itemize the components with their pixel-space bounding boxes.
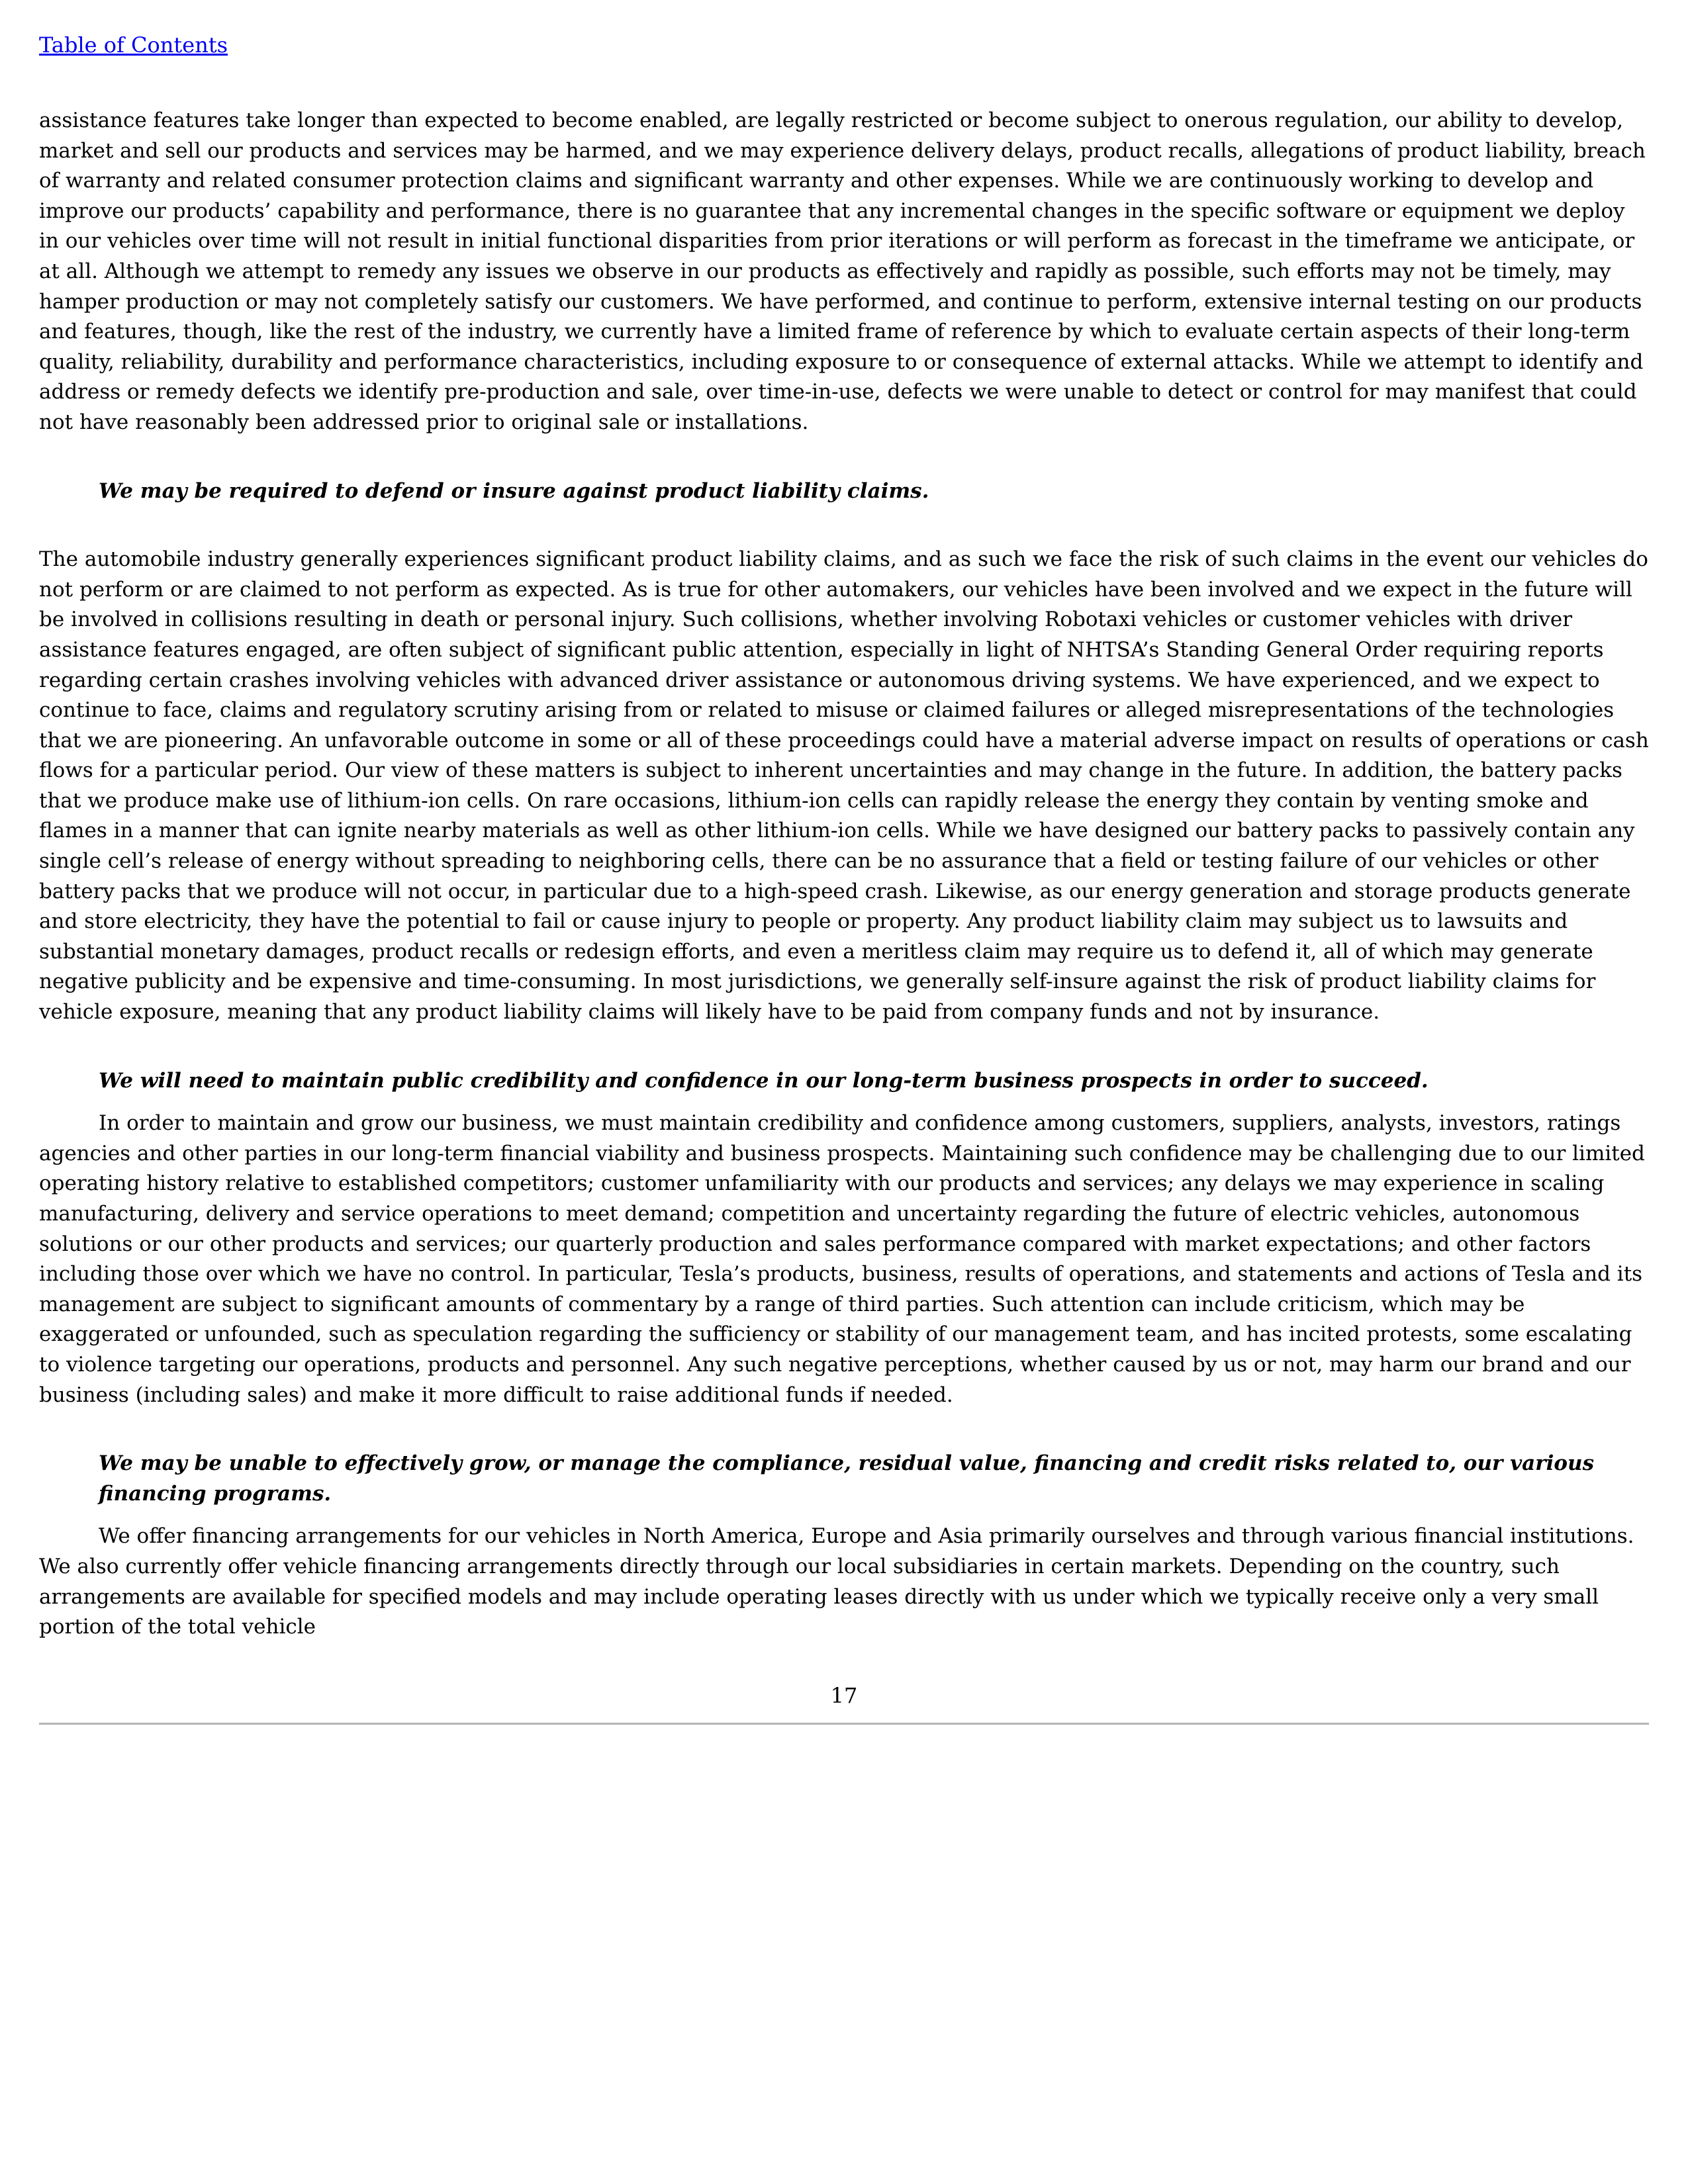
- paragraph-public-credibility: In order to maintain and grow our business, we must maintain credibility and confidence among customers, suppliers, analysts, investors, ratings agencies and other parties in our long-term financial viability and business prospects. Maintaining such confidence may be challenging due to our limited operating history relative to established competitors; customer unfamiliarity with our products and services; any delays we may experience in scaling manufacturing, delivery and service operations to meet demand; competition and uncertainty regarding the future of electric vehicles, autonomous solutions or our other products and services; our quarterly production and sales performance compared with market expectations; and other factors including those over which we have no control. In particular, Tesla’s products, business, results of operations, and statements and actions of Tesla and its management are subject to significant amounts of commentary by a range of third parties. Such attention can include criticism, which may be exaggerated or unfounded, such as speculation regarding the sufficiency or stability of our management team, and has incited protests, some escalating to violence targeting our operations, products and personnel. Any such negative perceptions, whether caused by us or not, may harm our brand and our business (including sales) and make it more difficult to raise additional funds if needed.: [39, 1111, 1645, 1407]
- table-of-contents-link[interactable]: Table of Contents: [39, 32, 228, 58]
- heading-public-credibility: We will need to maintain public credibility and confidence in our long-term business prospects in order to succeed.: [99, 1068, 1429, 1093]
- paragraph-financing-programs: We offer financing arrangements for our vehicles in North America, Europe and Asia primarily ourselves and through various financial institutions. We also currently offer vehicle financing arrangements directly through our local subsidiaries in certain markets. Depending on the country, such arrangements are available for specified models and may include operating leases directly with us under which we typically receive only a very small portion of the total vehicle: [39, 1524, 1634, 1639]
- heading-financing-programs: We may be unable to effectively grow, or manage the compliance, residual value, financing and credit risks related to, our various financing programs.: [99, 1451, 1595, 1506]
- paragraph-product-liability: The automobile industry generally experiences significant product liability claims, and as such we face the risk of such claims in the event our vehicles do not perform or are claimed to not perform as expected. As is true for other automakers, our vehicles have been involved and we expect in the future will be involved in collisions resulting in death or personal injury. Such collisions, whether involving Robotaxi vehicles or customer vehicles with driver assistance features engaged, are often subject of significant public attention, especially in light of NHTSA’s Standing General Order requiring reports regarding certain crashes involving vehicles with advanced driver assistance or autonomous driving systems. We have experienced, and we expect to continue to face, claims and regulatory scrutiny arising from or related to misuse or claimed failures or alleged misrepresentations of the technologies that we are pioneering. An unfavorable outcome in some or all of these proceedings could have a material adverse impact on results of operations or cash flows for a particular period. Our view of these matters is subject to inherent uncertainties and may change in the future. In addition, the battery packs that we produce make use of lithium-ion cells. On rare occasions, lithium-ion cells can rapidly release the energy they contain by venting smoke and flames in a manner that can ignite nearby materials as well as other lithium-ion cells. While we have designed our battery packs to passively contain any single cell’s release of energy without spreading to neighboring cells, there can be no assurance that a field or testing failure of our vehicles or other battery packs that we produce will not occur, in particular due to a high-speed crash. Likewise, as our energy generation and storage products generate and store electricity, they have the potential to fail or cause injury to people or property. Any product liability claim may subject us to lawsuits and substantial monetary damages, product recalls or redesign efforts, and even a meritless claim may require us to defend it, all of which may generate negative publicity and be expensive and time-consuming. In most jurisdictions, we generally self-insure against the risk of product liability claims for vehicle exposure, meaning that any product liability claims will likely have to be paid from company funds and not by insurance.: [39, 547, 1649, 1024]
- heading-product-liability: We may be required to defend or insure against product liability claims.: [99, 478, 929, 503]
- page-divider: [39, 1723, 1649, 1725]
- paragraph-driver-assistance-risk: assistance features take longer than expected to become enabled, are legally restricted or become subject to onerous regulation, our ability to develop, market and sell our products and services may be harmed, and we may experience delivery delays, product recalls, allegations of product liability, breach of warranty and related consumer protection claims and significant warranty and other expenses. While we are continuously working to develop and improve our products’ capability and performance, there is no guarantee that any incremental changes in the specific software or equipment we deploy in our vehicles over time will not result in initial functional disparities from prior iterations or will perform as forecast in the timeframe we anticipate, or at all. Although we attempt to remedy any issues we observe in our products as effectively and rapidly as possible, such efforts may not be timely, may hamper production or may not completely satisfy our customers. We have performed, and continue to perform, extensive internal testing on our products and features, though, like the rest of the industry, we currently have a limited frame of reference by which to evaluate certain aspects of their long-term quality, reliability, durability and performance characteristics, including exposure to or consequence of external attacks. While we attempt to identify and address or remedy defects we identify pre-production and sale, over time-in-use, defects we were unable to detect or control for may manifest that could not have reasonably been addressed prior to original sale or installations.: [39, 109, 1646, 434]
- document-body: [39, 106, 1649, 1643]
- page-number: 17: [830, 1683, 858, 1708]
